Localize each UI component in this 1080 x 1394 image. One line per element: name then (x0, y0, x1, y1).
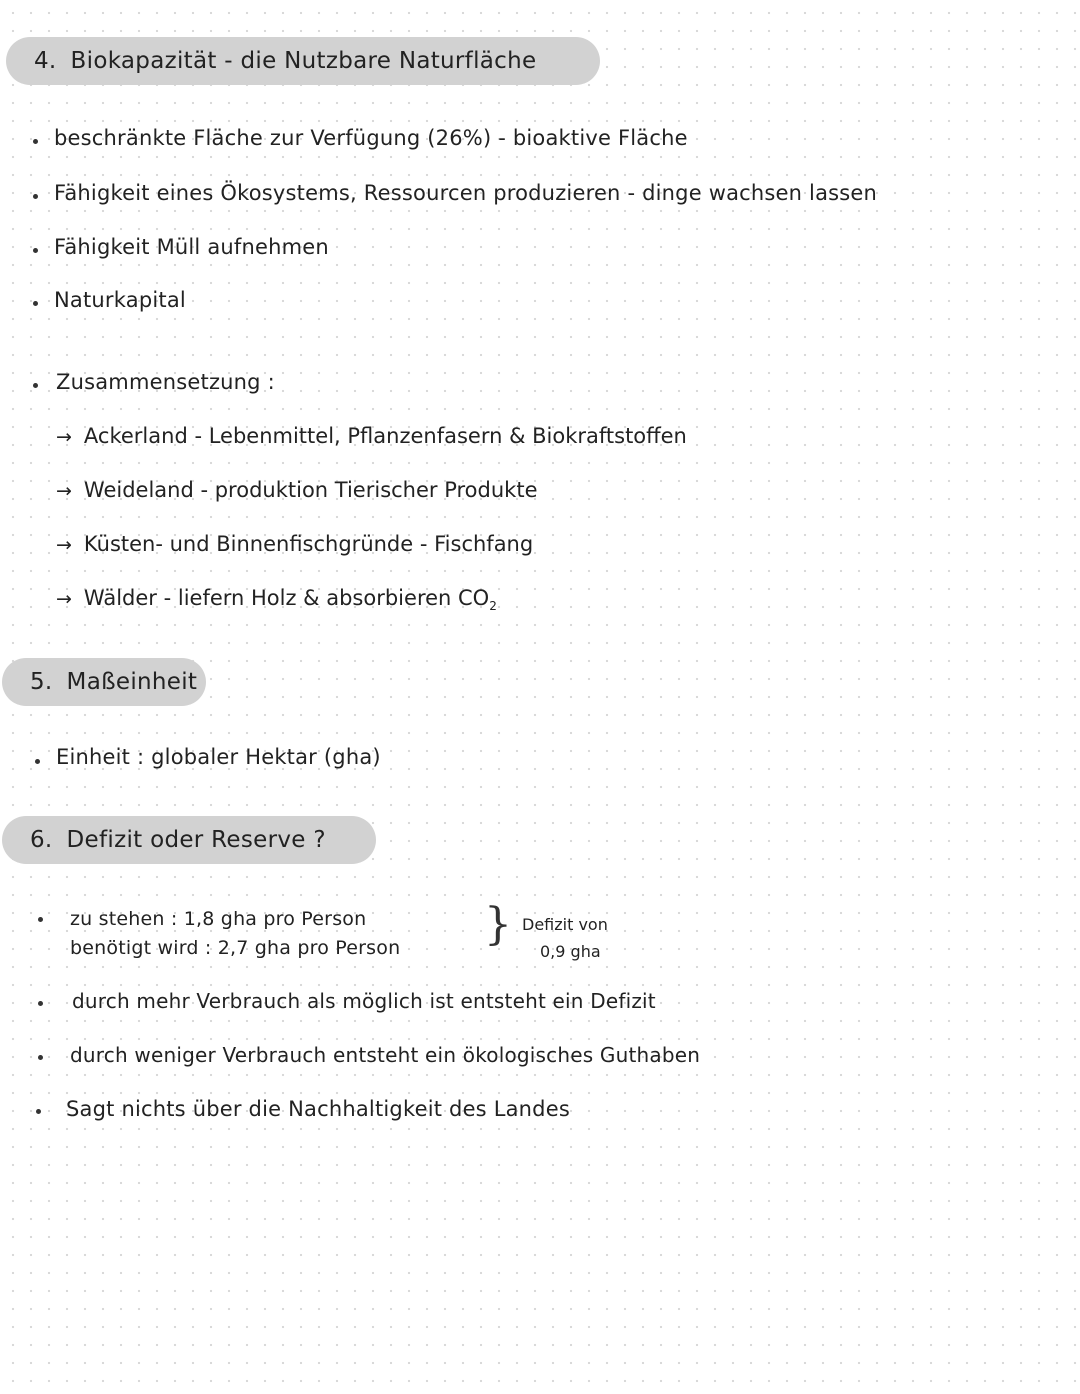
deficit-value: 0,9 gha (540, 942, 601, 961)
brace-symbol: } (484, 899, 512, 950)
composition-item-fishing (56, 532, 533, 556)
section-5-heading (2, 658, 206, 706)
arrow-right-icon: → (56, 480, 72, 502)
bullet-dot (35, 759, 40, 764)
section-4-heading (6, 37, 600, 85)
bullet-dot (33, 301, 38, 306)
supply-line: zu stehen : 1,8 gha pro Person (70, 908, 367, 930)
composition-label: Zusammensetzung : (56, 370, 275, 394)
bullet-dot (36, 1109, 41, 1114)
bullet-dot (33, 248, 38, 253)
deficit-bullet-2: durch weniger Verbrauch entsteht ein ökologisches Guthaben (70, 1043, 701, 1067)
section-6-title: Defizit oder Reserve ? (66, 827, 326, 853)
section-5-number: 5. (30, 669, 53, 695)
biocapacity-bullet-3: Fähigkeit Müll aufnehmen (54, 235, 329, 259)
composition-item-text: Küsten- und Binnenfischgründe - Fischfang (83, 532, 534, 556)
deficit-label: Defizit von (522, 915, 608, 934)
section-6-number: 6. (30, 827, 53, 853)
bullet-dot (38, 1001, 43, 1006)
demand-line: benötigt wird : 2,7 gha pro Person (70, 937, 401, 959)
bullet-dot (33, 194, 38, 199)
section-4-number: 4. (34, 48, 57, 74)
bullet-dot (33, 139, 38, 144)
arrow-right-icon: → (56, 588, 72, 610)
section-5-title: Maßeinheit (66, 669, 198, 695)
deficit-bullet-1: durch mehr Verbrauch als möglich ist entsteht ein Defizit (72, 989, 656, 1013)
bullet-dot (38, 917, 43, 922)
arrow-right-icon: → (56, 426, 72, 448)
section-4-title: Biokapazität - die Nutzbare Naturfläche (70, 48, 537, 74)
unit-bullet: Einheit : globaler Hektar (gha) (56, 745, 381, 769)
section-6-heading (2, 816, 376, 864)
bullet-dot (38, 1055, 43, 1060)
bullet-dot (33, 383, 38, 388)
co2-subscript: 2 (489, 599, 497, 614)
deficit-bullet-3: Sagt nichts über die Nachhaltigkeit des Landes (66, 1097, 570, 1121)
composition-item-text: Wälder - liefern Holz & absorbieren CO (83, 586, 490, 610)
composition-item-grazing (56, 478, 537, 502)
biocapacity-bullet-1: beschränkte Fläche zur Verfügung (26%) - bioaktive Fläche (54, 126, 688, 150)
composition-item-forest (56, 586, 497, 613)
biocapacity-bullet-4: Naturkapital (54, 288, 186, 312)
arrow-right-icon: → (56, 534, 72, 556)
composition-item-text: Weideland - produktion Tierischer Produkte (83, 478, 538, 502)
biocapacity-bullet-2: Fähigkeit eines Ökosystems, Ressourcen produzieren - dinge wachsen lassen (54, 181, 878, 205)
composition-item-text: Ackerland - Lebenmittel, Pflanzenfasern & Biokraftstoffen (83, 424, 687, 448)
composition-item-cropland (56, 424, 687, 448)
